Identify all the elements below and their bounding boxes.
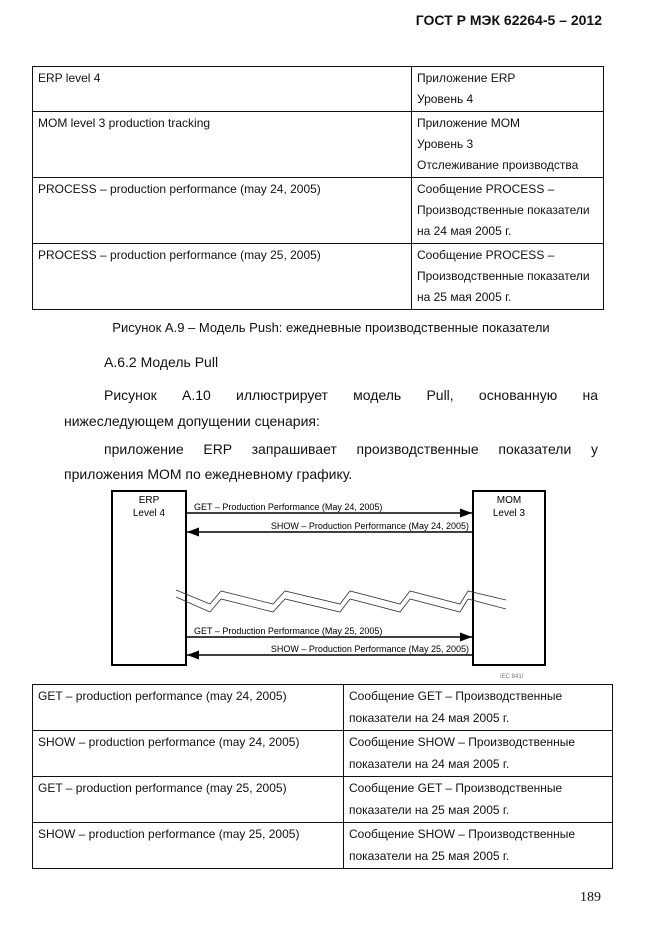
paragraph-line: приложения MOM по ежедневному графику. bbox=[64, 466, 353, 482]
erp-label: ERP bbox=[138, 495, 160, 506]
term-ru-line: показатели на 24 мая 2005 г. bbox=[349, 710, 510, 725]
term-ru-line: Сообщение PROCESS – bbox=[417, 248, 555, 262]
table-row bbox=[33, 823, 613, 869]
paragraph-line: приложение ERP запрашивает производственные показатели у bbox=[104, 441, 598, 457]
term-ru bbox=[344, 731, 613, 777]
erp-level-label: Level 4 bbox=[132, 508, 166, 519]
term-ru-line: Отслеживание производства bbox=[417, 158, 579, 172]
term-en: GET – production performance (may 24, 2005) bbox=[33, 685, 344, 731]
page-number: 189 bbox=[580, 890, 601, 905]
term-ru bbox=[344, 823, 613, 869]
term-en: PROCESS – production performance (may 25, 2005) bbox=[33, 244, 412, 310]
table-row bbox=[33, 777, 613, 823]
table-row bbox=[33, 731, 613, 777]
msg-get-24: GET – Production Performance (May 24, 2005) bbox=[194, 502, 383, 512]
term-ru-line: Производственные показатели bbox=[417, 269, 590, 283]
section-heading: А.6.2 Модель Pull bbox=[104, 354, 219, 370]
paragraph-line: Рисунок А.10 иллюстрирует модель Pull, основанную на bbox=[104, 387, 598, 403]
term-en: SHOW – production performance (may 25, 2005) bbox=[33, 823, 344, 869]
table-row bbox=[33, 685, 613, 731]
term-en: SHOW – production performance (may 24, 2005) bbox=[33, 731, 344, 777]
figure-caption: Рисунок А.9 – Модель Push: ежедневные производственные показатели bbox=[112, 320, 550, 335]
term-ru-line: Сообщение PROCESS – bbox=[417, 182, 555, 196]
term-ru-line: Производственные показатели bbox=[417, 203, 590, 217]
mom-level-label: Level 3 bbox=[492, 508, 526, 519]
term-ru-line: Сообщение GET – Производственные bbox=[349, 781, 563, 795]
standard-header: ГОСТ Р МЭК 62264-5 – 2012 bbox=[415, 12, 602, 28]
term-ru-line: Уровень 3 bbox=[417, 137, 474, 151]
msg-show-25: SHOW – Production Performance (May 25, 2005) bbox=[270, 644, 469, 654]
term-ru-line: Сообщение SHOW – Производственные bbox=[349, 827, 576, 841]
term-en: PROCESS – production performance (may 24, 2005) bbox=[33, 178, 412, 244]
msg-show-24: SHOW – Production Performance (May 24, 2005) bbox=[270, 521, 469, 531]
term-ru bbox=[344, 777, 613, 823]
term-ru-line: показатели на 24 мая 2005 г. bbox=[349, 756, 510, 771]
term-ru bbox=[344, 685, 613, 731]
mom-label: MOM bbox=[496, 495, 522, 506]
time-break-line bbox=[176, 590, 506, 604]
term-ru-line: показатели на 25 мая 2005 г. bbox=[349, 848, 510, 863]
term-ru-line: Приложение ERP bbox=[417, 71, 516, 85]
paragraph-line: нижеследующем допущении сценария: bbox=[64, 413, 320, 429]
term-ru-line: показатели на 25 мая 2005 г. bbox=[349, 802, 510, 817]
term-ru-line: Сообщение SHOW – Производственные bbox=[349, 735, 576, 749]
term-ru-line: Приложение MOM bbox=[417, 116, 521, 130]
term-ru-line: Сообщение GET – Производственные bbox=[349, 689, 563, 703]
iec-reference: IEC 841/ bbox=[500, 674, 524, 680]
term-en: MOM level 3 production tracking bbox=[33, 112, 412, 178]
msg-get-25: GET – Production Performance (May 25, 2005) bbox=[194, 626, 383, 636]
term-en: GET – production performance (may 25, 2005) bbox=[33, 777, 344, 823]
time-break-line bbox=[176, 597, 506, 612]
terms-table-2 bbox=[32, 684, 613, 869]
term-ru-line: на 25 мая 2005 г. bbox=[417, 290, 512, 304]
term-ru-line: на 24 мая 2005 г. bbox=[417, 224, 512, 238]
term-ru-line: Уровень 4 bbox=[417, 92, 474, 106]
term-en: ERP level 4 bbox=[33, 67, 412, 112]
